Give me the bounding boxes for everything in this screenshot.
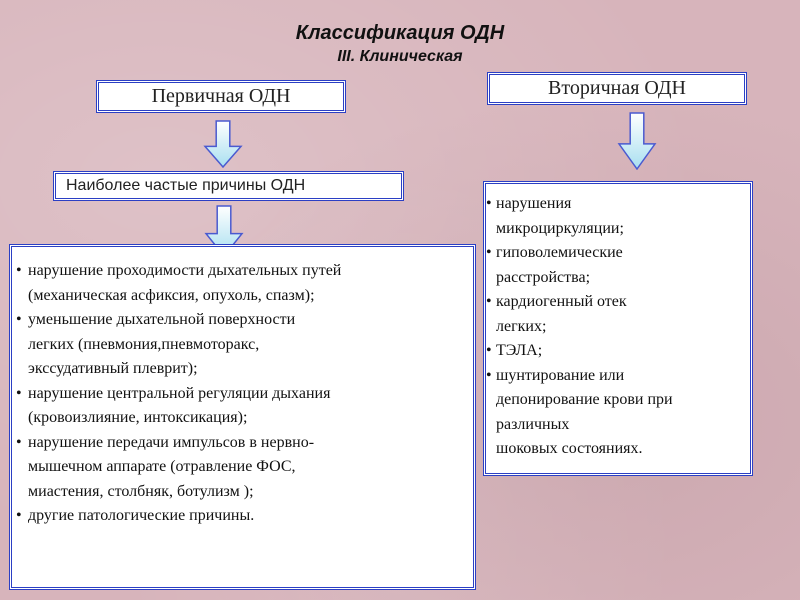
bullet-icon: • — [16, 384, 22, 402]
list-item-line: (кровоизлияние, интоксикация); — [28, 409, 248, 426]
list-item-line: легких; — [496, 317, 547, 335]
primary-cause-item — [16, 382, 467, 431]
secondary-causes-list — [483, 181, 753, 476]
list-item-line: депонирование крови при — [496, 391, 673, 408]
list-item-line: (механическая асфиксия, опухоль, спазм); — [28, 286, 315, 304]
list-item-line: расстройства; — [496, 268, 591, 286]
list-item-line: уменьшение дыхательной поверхности — [28, 311, 296, 328]
list-item-line: экссудативный плеврит); — [28, 360, 198, 377]
slide-subtitle: III. Клиническая — [337, 48, 463, 65]
bullet-icon: • — [486, 366, 492, 384]
list-item-line: микроциркуляции; — [496, 219, 624, 237]
list-item-line: мышечном аппарате (отравление ФОС, — [28, 458, 296, 475]
list-item-line: шунтирование или — [496, 366, 625, 384]
list-item-line: шоковых состояниях. — [496, 440, 643, 457]
slide-title: Классификация ОДН — [295, 22, 505, 44]
list-item-line: гиповолемические — [496, 244, 623, 261]
secondary-cause-item — [486, 192, 746, 241]
list-item-line: ТЭЛА; — [496, 342, 543, 359]
primary-causes-list — [9, 244, 476, 590]
list-item-line: нарушения — [496, 195, 572, 212]
bullet-icon: • — [16, 262, 22, 279]
bullet-icon: • — [486, 195, 492, 212]
down-arrow-icon — [203, 120, 243, 168]
primary-odn-box: Первичная ОДН — [96, 80, 346, 113]
primary-cause-item — [16, 431, 467, 505]
secondary-cause-item — [486, 290, 746, 339]
list-item-line: нарушение центральной регуляции дыхания — [28, 384, 331, 402]
list-item-line: кардиогенный отек — [496, 293, 627, 310]
bullet-icon: • — [16, 507, 22, 524]
list-item-line: другие патологические причины. — [28, 507, 255, 524]
secondary-cause-item — [486, 339, 746, 364]
secondary-cause-item — [486, 241, 746, 290]
bullet-icon: • — [486, 293, 492, 310]
primary-cause-item — [16, 259, 467, 308]
list-item-line: нарушение передачи импульсов в нервно- — [28, 433, 315, 451]
secondary-odn-box: Вторичная ОДН — [487, 72, 747, 105]
list-item-line: нарушение проходимости дыхательных путей — [28, 262, 342, 279]
down-arrow-icon — [617, 112, 657, 170]
secondary-cause-item — [486, 364, 746, 462]
list-item-line: различных — [496, 415, 570, 433]
list-item-line: миастения, столбняк, ботулизм ); — [28, 482, 254, 500]
primary-cause-item — [16, 308, 467, 382]
primary-cause-item — [16, 504, 467, 529]
bullet-icon: • — [486, 342, 492, 359]
list-item-line: легких (пневмония,пневмоторакс, — [28, 335, 260, 353]
common-causes-box: Наиболее частые причины ОДН — [53, 171, 404, 201]
bullet-icon: • — [16, 311, 22, 328]
bullet-icon: • — [486, 244, 492, 261]
bullet-icon: • — [16, 433, 22, 451]
